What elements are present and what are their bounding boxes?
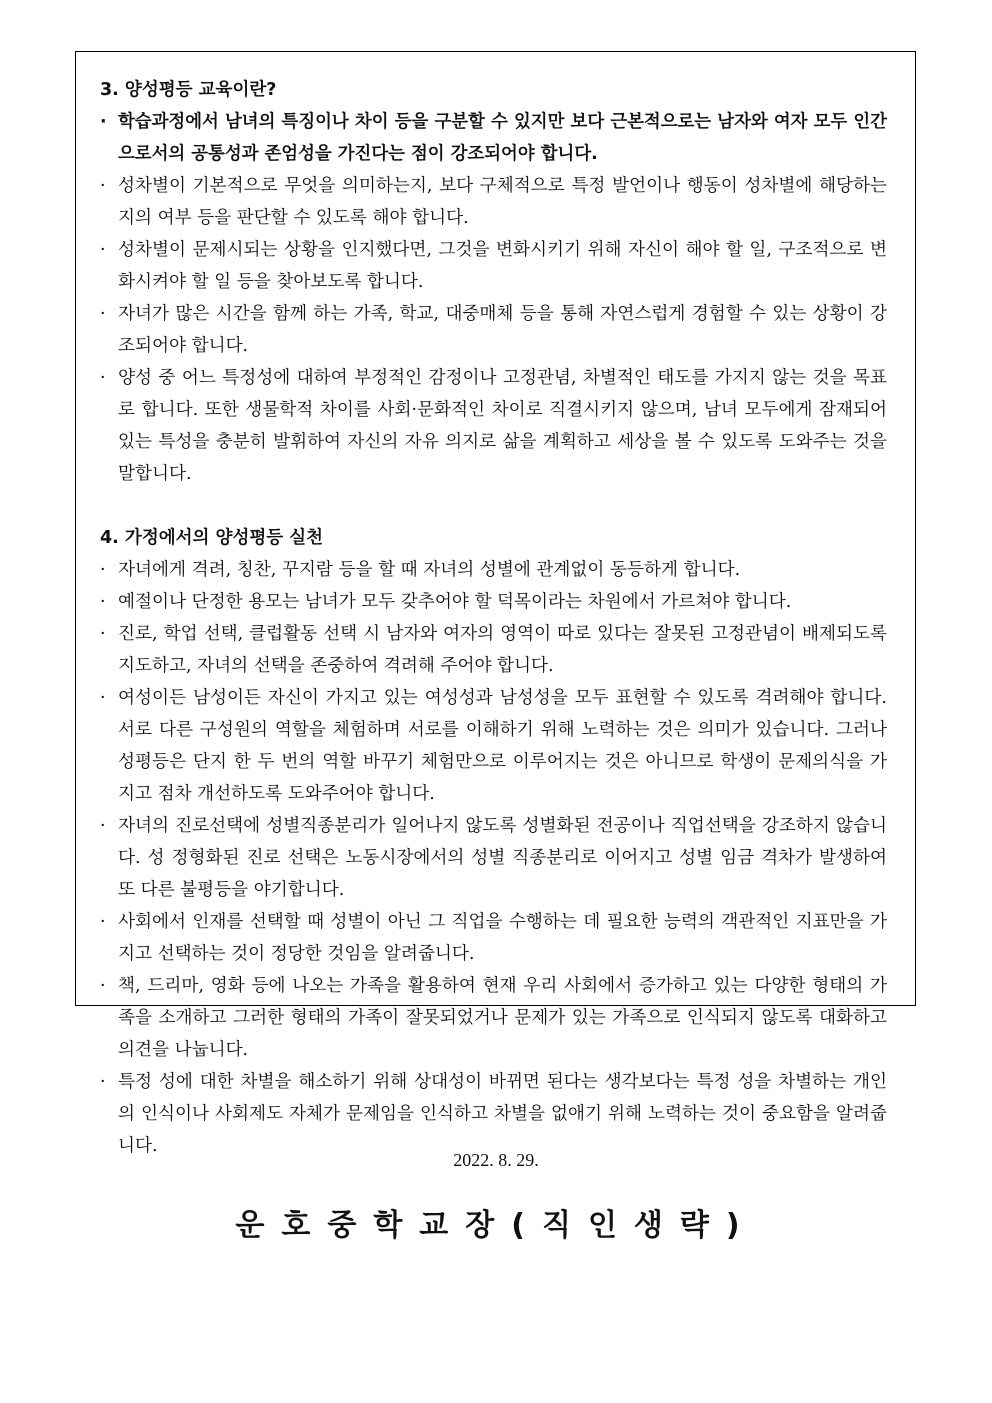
document-date: 2022. 8. 29. <box>453 1150 539 1170</box>
bullet: · <box>100 688 106 708</box>
section-4-item-4 <box>100 682 887 810</box>
item-text: 여성이든 남성이든 자신이 가지고 있는 여성성과 남성성을 모두 표현할 수 있도록 격려해야 합니다. 서로 다른 구성원의 역할을 체험하며 서로를 이해하기 위해 노력하는 것은 의미가 있습니다. 그러나 성평등은 단지 한 두 번의 역할 바꾸기 체험만으로 이루어지는 것은 아니므로 학생이 문제의식을 가지고 점차 개선하도록 도와주어야 합니다. <box>118 688 887 804</box>
item-text: 책, 드리마, 영화 등에 나오는 가족을 활용하여 현재 우리 사회에서 증가하고 있는 다양한 형태의 가족을 소개하고 그러한 형태의 가족이 잘못되었거나 문제가 있는 가족으로 인식되지 않도록 대화하고 의견을 나눕니다. <box>118 976 887 1060</box>
item-text: 양성 중 어느 특정성에 대하여 부정적인 감정이나 고정관념, 차별적인 태도를 가지지 않는 것을 목표로 합니다. 또한 생물학적 차이를 사회·문화적인 차이로 직결시키지 않으며, 남녀 모두에게 잠재되어 있는 특성을 충분히 발휘하여 자신의 자유 의지로 삶을 계획하고 세상을 볼 수 있도록 도와주는 것을 말합니다. <box>118 368 887 484</box>
bullet: · <box>100 368 106 388</box>
bullet: · <box>100 912 106 932</box>
section-spacer <box>100 490 887 522</box>
section-4-item-1 <box>100 554 887 586</box>
item-text: 자녀에게 격려, 칭찬, 꾸지람 등을 할 때 자녀의 성별에 관계없이 동등하게 합니다. <box>118 560 741 580</box>
bullet: · <box>100 176 106 196</box>
section-4-item-2 <box>100 586 887 618</box>
bullet: · <box>100 304 106 324</box>
bullet: · <box>100 1072 106 1092</box>
item-text: 특정 성에 대한 차별을 해소하기 위해 상대성이 바뀌면 된다는 생각보다는 특정 성을 차별하는 개인의 인식이나 사회제도 자체가 문제임을 인식하고 차별을 없애기 위해 노력하는 것이 중요함을 알려줍니다. <box>118 1072 887 1156</box>
section-4-item-6 <box>100 906 887 970</box>
bullet: · <box>100 560 106 580</box>
section-4-item-7 <box>100 970 887 1066</box>
bullet: · <box>100 240 106 260</box>
item-text: 성차별이 문제시되는 상황을 인지했다면, 그것을 변화시키기 위해 자신이 해야 할 일, 구조적으로 변화시켜야 할 일 등을 찾아보도록 합니다. <box>118 240 887 292</box>
bullet: · <box>100 592 106 612</box>
section-4-item-3 <box>100 618 887 682</box>
item-text: 진로, 학업 선택, 클럽활동 선택 시 남자와 여자의 영역이 따로 있다는 잘못된 고정관념이 배제되도록 지도하고, 자녀의 선택을 존중하여 격려해 주어야 합니다. <box>118 624 887 676</box>
bullet: · <box>100 624 106 644</box>
item-text: 사회에서 인재를 선택할 때 성별이 아닌 그 직업을 수행하는 데 필요한 능력의 객관적인 지표만을 가지고 선택하는 것이 정당한 것임을 알려줍니다. <box>118 912 887 964</box>
item-text: 예절이나 단정한 용모는 남녀가 모두 갖추어야 할 덕목이라는 차원에서 가르쳐야 합니다. <box>118 592 792 612</box>
section-4-item-8 <box>100 1066 887 1162</box>
section-3-item-1 <box>100 106 887 170</box>
item-text: 학습과정에서 남녀의 특징이나 차이 등을 구분할 수 있지만 보다 근본적으로는 남자와 여자 모두 인간으로서의 공통성과 존엄성을 가진다는 점이 강조되어야 합니다. <box>118 112 887 164</box>
bullet: · <box>100 112 107 132</box>
section-3-item-5 <box>100 362 887 490</box>
section-3-item-3 <box>100 234 887 298</box>
document-frame <box>75 51 916 1156</box>
principal-signature: 운호중학교장(직인생략) <box>235 1208 757 1243</box>
section-3-item-4 <box>100 298 887 362</box>
document-body <box>100 74 887 1162</box>
item-text: 자녀가 많은 시간을 함께 하는 가족, 학교, 대중매체 등을 통해 자연스럽게 경험할 수 있는 상황이 강조되어야 합니다. <box>118 304 887 356</box>
section-4-title: 4. 가정에서의 양성평등 실천 <box>100 528 324 548</box>
item-text: 자녀의 진로선택에 성별직종분리가 일어나지 않도록 성별화된 전공이나 직업선택을 강조하지 않습니다. 성 정형화된 진로 선택은 노동시장에서의 성별 직종분리로 이어지고 성별 임금 격차가 발생하여 또 다른 불평등을 야기합니다. <box>118 816 887 900</box>
bullet: · <box>100 816 106 836</box>
section-4-item-5 <box>100 810 887 906</box>
section-3-title: 3. 양성평등 교육이란? <box>100 80 277 100</box>
bullet: · <box>100 976 106 996</box>
item-text: 성차별이 기본적으로 무엇을 의미하는지, 보다 구체적으로 특정 발언이나 행동이 성차별에 해당하는지의 여부 등을 판단할 수 있도록 해야 합니다. <box>118 176 887 228</box>
section-3-item-2 <box>100 170 887 234</box>
